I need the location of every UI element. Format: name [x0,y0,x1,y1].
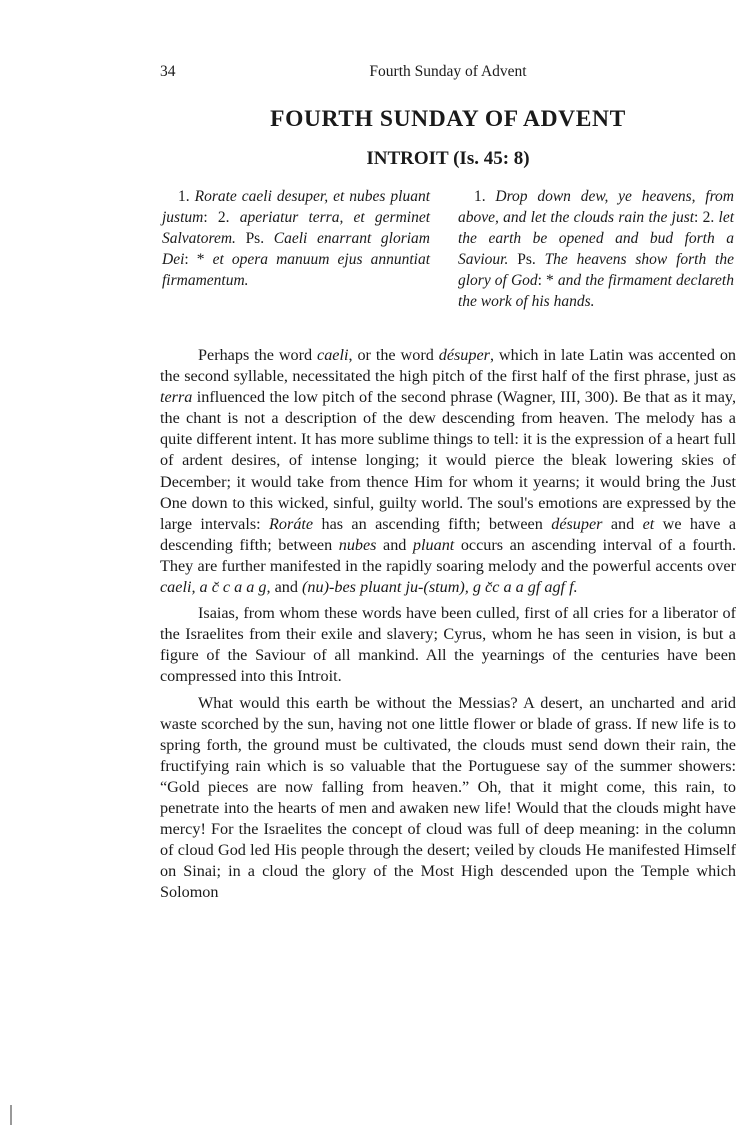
page-number: 34 [160,63,176,80]
english-verse-1: Drop down dew, ye heavens, from above, and let the clouds rain the just [458,188,734,226]
verse-number: : 2. [203,208,230,226]
asterisk: : * [184,250,213,268]
latin-verse-1: Rorate caeli desuper, et nubes pluant justum [162,188,431,226]
english-psalm-2: and the firmament declareth the work of his hands. [458,271,734,310]
scripture-reference: (Is. 45: 8) [453,148,530,169]
melody-notes: (nu)-bes pluant ju-(stum), g c̆c a a gf agf f. [302,578,578,597]
paragraph-2: Isaias, from whom these words have been culled, first of all cries for a liberator of the Israelites from their exile and slavery; Cyrus, whom he has seen in vision, is but a figure of the Saviour of all mankind. All the yearnings of the centuries have been compressed into this Introit. [160,604,736,686]
section-heading [160,148,736,170]
psalm-marker: Ps. [235,229,274,247]
paragraph-3: What would this earth be without the Messias? A desert, an uncharted and arid waste scorched by the sun, having not one little flower or blade of grass. If new life is to spring forth, the ground must be cultivated, the clouds must send down their rain, the fructifying rain which is so valuable that the Portuguese say of the summer showers: “Gold pieces are now falling from heaven.” Oh, that it might come, this rain, to penetrate into the hearts of men and awaken new life! Would that the clouds might have mercy! For the Israelites the concept of cloud was full of deep meaning: in the column of cloud God led His people through the desert; veiled by clouds He manifested Himself on Sinai; in a cloud the glory of the Most High descended upon the Temple which Solomon [160,693,736,902]
verse-number: : 2. [694,208,715,226]
english-psalm-1: The heavens show forth the glory of God [458,250,734,289]
running-header [160,63,736,85]
scan-mark [10,1105,12,1125]
introit-label: INTROIT [366,148,449,169]
english-text [458,187,734,312]
english-column [458,187,734,312]
latin-psalm-2: et opera manuum ejus annuntiat firmamentum. [162,250,430,289]
verse-number: 1. [474,188,486,205]
psalm-marker: Ps. [508,250,545,268]
latin-verse-2: aperiatur terra, et germinet Salvatorem. [162,208,431,247]
commentary [160,345,736,908]
asterisk: : * [537,271,558,289]
verse-number: 1. [178,188,190,205]
paragraph-1: Perhaps the word caeli, or the word désuper, which in late Latin was accented on the second syllable, necessitated the high pitch of the first half of the first phrase, just as terra influenced the low pitch of the second phrase (Wagner, III, 300). Be that as it may, the chant is not a description of the dew descending from heaven. The melody has a quite different intent. It has more sublime things to tell: it is the expression of a heart full of ardent desires, of intense longing; it would pierce the bleak lowering skies of December; it would take from thence Him for whom it yearns; it would bring the Just One down to this wicked, sinful, guilty world. The soul's emotions are expressed by the large intervals: Roráte has an ascending fifth; between désuper and et we have a descending fifth; between nubes and pluant occurs an ascending interval of a fourth. They are further manifested in the rapidly soaring melody and the powerful accents over caeli, a c̆ c a a g, and (nu)-bes pluant ju-(stum), g c̆c a a gf agf f. [160,346,737,597]
running-title: Fourth Sunday of Advent [369,63,527,80]
latin-psalm-1: Caeli enarrant gloriam Dei [162,229,431,268]
english-verse-2: let the earth be opened and bud forth a Saviour. [458,208,735,268]
page-title: FOURTH SUNDAY OF ADVENT [270,106,626,132]
melody-notes: caeli, a c̆ c a a g, [160,578,271,597]
latin-column [162,187,430,292]
latin-text [162,187,430,292]
